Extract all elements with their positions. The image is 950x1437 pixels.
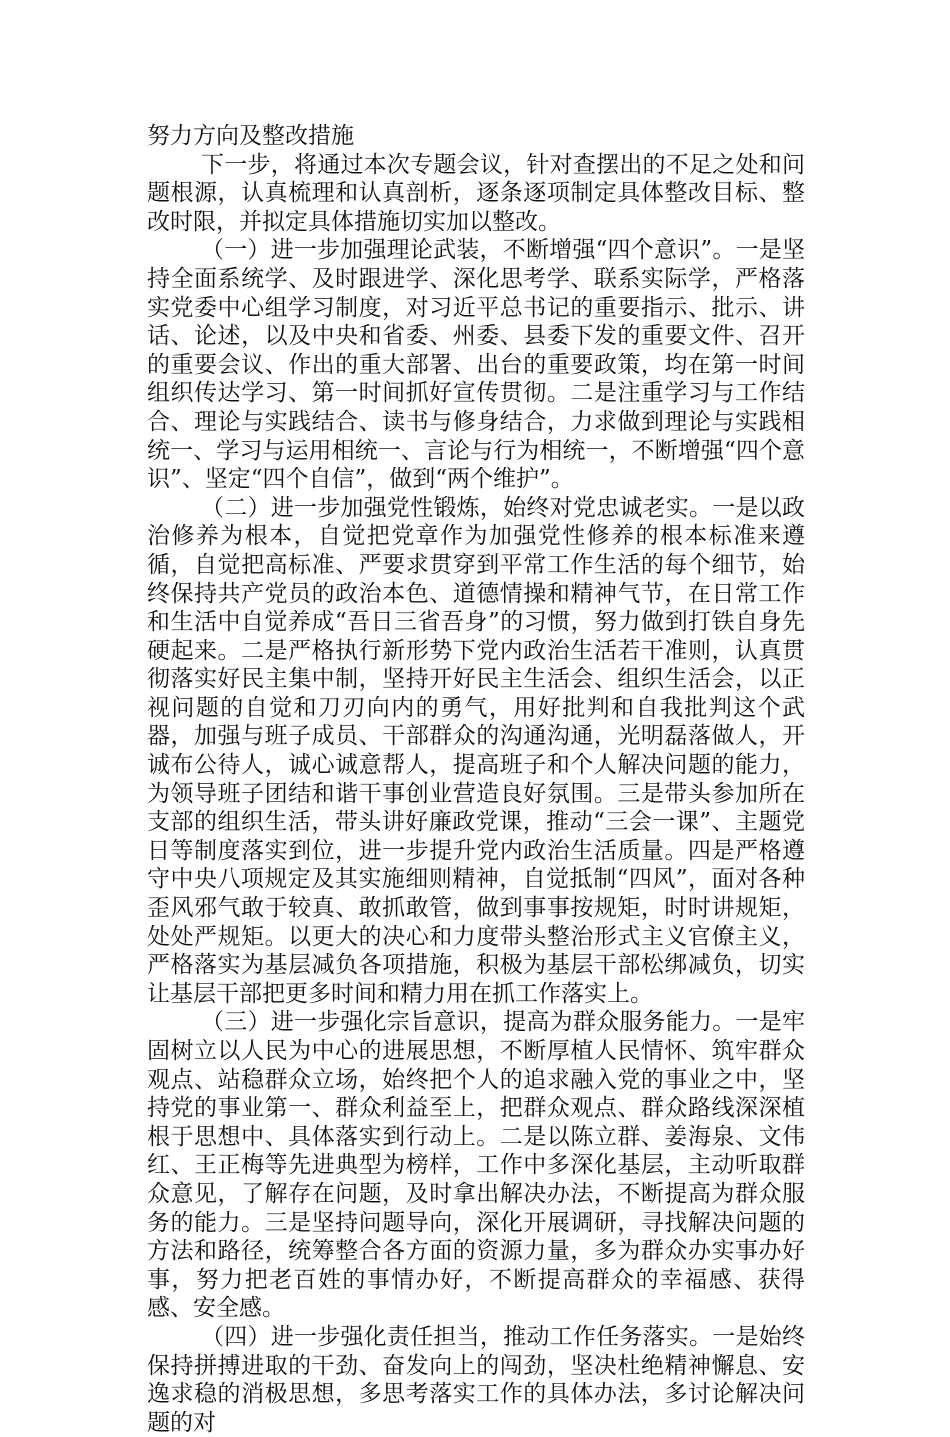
paragraph-service-awareness: （三）进一步强化宗旨意识，提高为群众服务能力。一是牢固树立以人民为中心的进展思想，不断厚植人民情怀、筑牢群众观点、站稳群众立场，始终把个人的追求融入党的事业之中，坚持党的事业第一、群众利益至上，把群众观点、群众路线深深植根于思想中、具体落实到行动上。二是以陈立群、姜海泉、文伟红、王正梅等先进典型为榜样，工作中多深化基层，主动听取群众意见，了解存在问题，及时拿出解决办法，不断提高为群众服务的能力。三是坚持问题导向，深化开展调研，寻找解决问题的方法和路径，统筹整合各方面的资源力量，多为群众办实事办好事，努力把老百姓的事情办好，不断提高群众的幸福感、获得感、安全感。 bbox=[147, 1009, 805, 1322]
paragraph-party-spirit: （二）进一步加强党性锻炼，始终对党忠诚老实。一是以政治修养为根本，自觉把党章作为加强党性修养的根本标准来遵循，自觉把高标准、严要求贯穿到平常工作生活的每个细节，始终保持共产党员的政治本色、道德情操和精神气节，在日常工作和生活中自觉养成“吾日三省吾身”的习惯，努力做到打铁自身先硬起来。二是严格执行新形势下党内政治生活若干准则，认真贯彻落实好民主集中制，坚持开好民主生活会、组织生活会，以正视问题的自觉和刀刃向内的勇气，用好批判和自我批判这个武器，加强与班子成员、干部群众的沟通沟通，光明磊落做人，开诚布公待人，诚心诚意帮人，提高班子和个人解决问题的能力，为领导班子团结和谐干事创业营造良好氛围。三是带头参加所在支部的组织生活，带头讲好廉政党课，推动“三会一课”、主题党日等制度落实到位，进一步提升党内政治生活质量。四是严格遵守中央八项规定及其实施细则精神，自觉抵制“四风”，面对各种歪风邪气敢于较真、敢抓敢管，做到事事按规矩，时时讲规矩，处处严规矩。以更大的决心和力度带头整治形式主义官僚主义，严格落实为基层减负各项措施，积极为基层干部松绑减负，切实让基层干部把更多时间和精力用在抓工作落实上。 bbox=[147, 494, 805, 1007]
paragraph-theory-armament: （一）进一步加强理论武装，不断增强“四个意识”。一是坚持全面系统学、及时跟进学、深化思考学、联系实际学，严格落实党委中心组学习制度，对习近平总书记的重要指示、批示、讲话、论述，以及中央和省委、州委、县委下发的重要文件、召开的重要会议、作出的重大部署、出台的重要政策，均在第一时间组织传达学习、第一时间抓好宣传贯彻。二是注重学习与工作结合、理论与实践结合、读书与修身结合，力求做到理论与实践相统一、学习与运用相统一、言论与行为相统一，不断增强“四个意识”、坚定“四个自信”，做到“两个维护”。 bbox=[147, 237, 805, 493]
document-body bbox=[147, 122, 805, 1437]
section-heading: 努力方向及整改措施 bbox=[147, 123, 354, 149]
paragraph-responsibility: （四）进一步强化责任担当，推动工作任务落实。一是始终保持拼搏进取的干劲、奋发向上的闯劲，坚决杜绝精神懈息、安逸求稳的消极思想，多思考落实工作的具体办法，多讨论解决问题的对 bbox=[147, 1323, 805, 1436]
paragraph-intro: 下一步，将通过本次专题会议，针对查摆出的不足之处和问题根源，认真梳理和认真剖析，逐条逐项制定具体整改目标、整改时限，并拟定具体措施切实加以整改。 bbox=[147, 151, 805, 235]
